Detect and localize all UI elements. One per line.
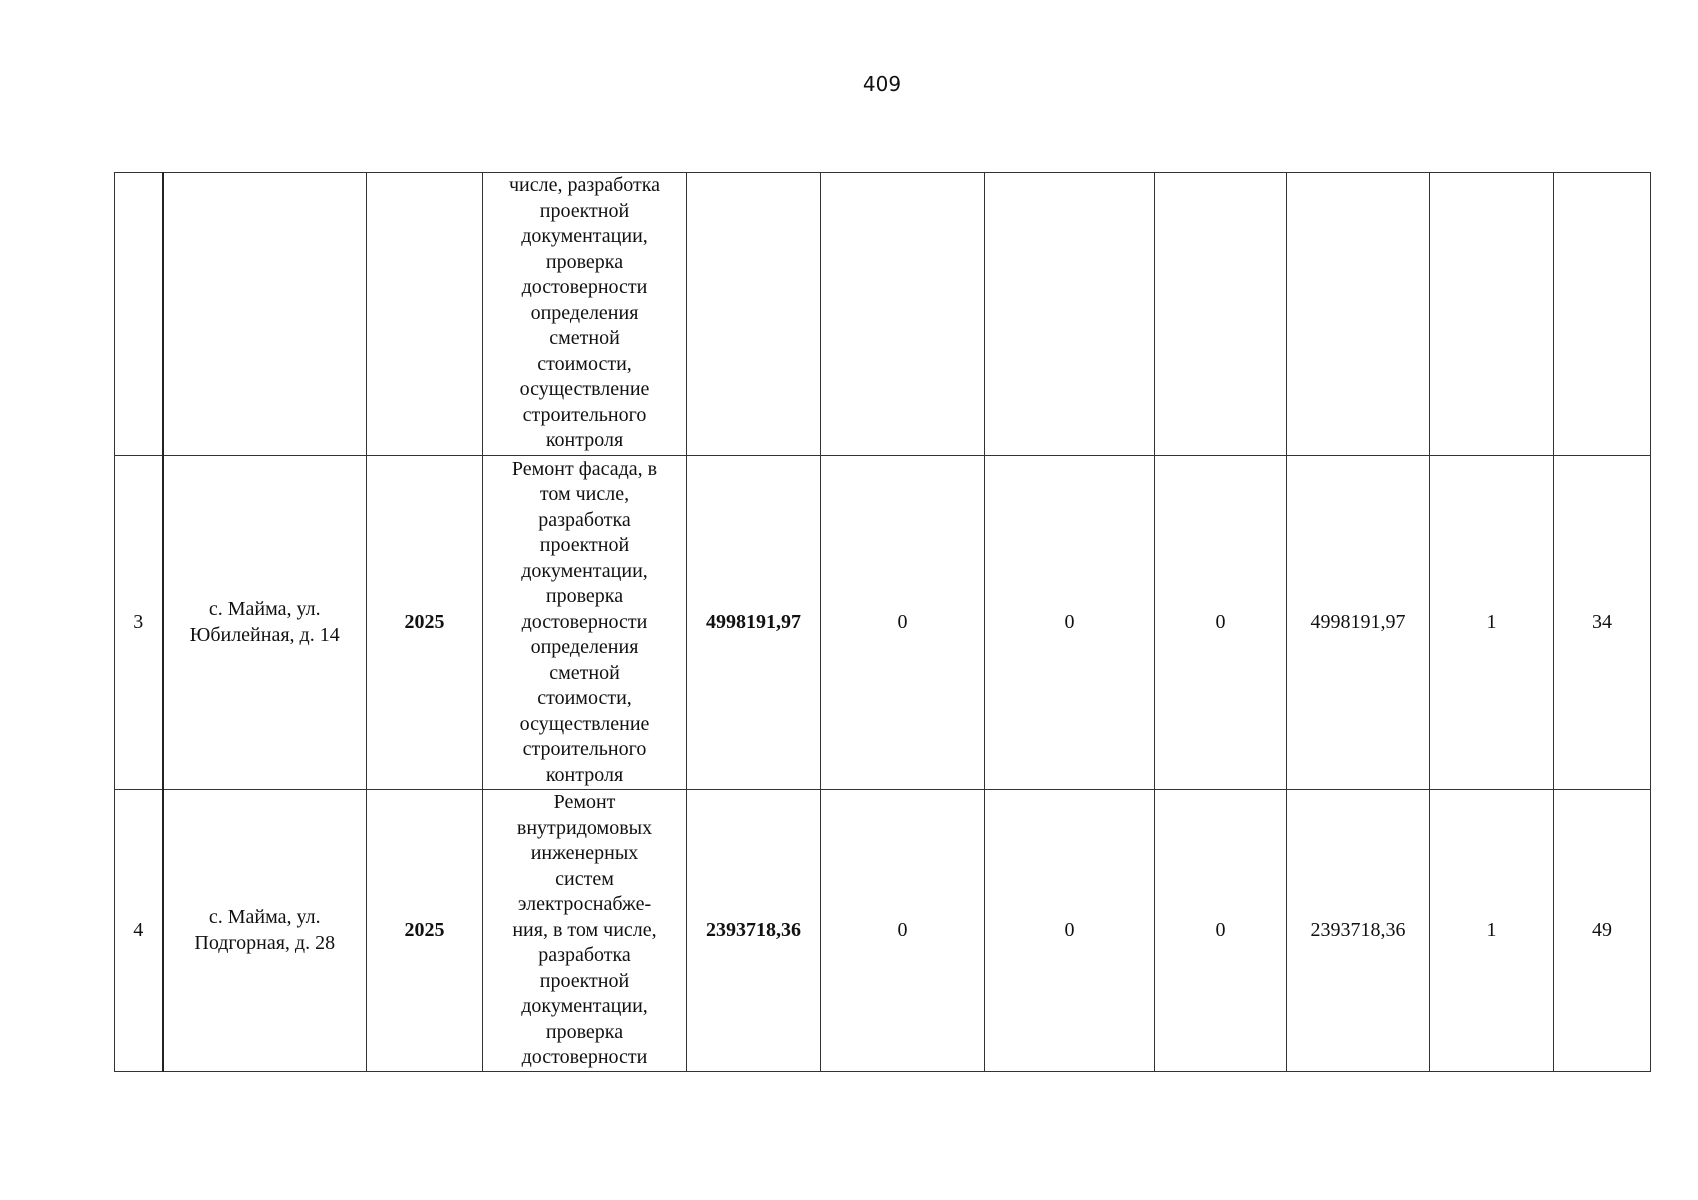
year-cell: 2025 — [367, 456, 483, 790]
value-cell — [1155, 173, 1287, 456]
value-cell: 0 — [821, 456, 985, 790]
value-cell: 2393718,36 — [1287, 790, 1430, 1072]
value-cell: 0 — [985, 456, 1155, 790]
table-row — [115, 790, 1651, 1072]
address-cell: с. Майма, ул. Юбилейная, д. 14 — [163, 456, 367, 790]
value-cell: 34 — [1554, 456, 1651, 790]
value-cell: 0 — [1155, 456, 1287, 790]
page-number: 409 — [862, 72, 902, 96]
value-cell — [1287, 173, 1430, 456]
value-cell: 0 — [985, 790, 1155, 1072]
work-description-cell: числе, разработка проектной документации, проверка достоверности определения сметной стоимости, осуществление строительного контроля — [483, 173, 687, 456]
value-cell: 1 — [1430, 456, 1554, 790]
value-cell — [985, 173, 1155, 456]
value-cell: 0 — [821, 790, 985, 1072]
total-cost-cell — [687, 173, 821, 456]
value-cell — [821, 173, 985, 456]
works-table — [114, 172, 1651, 1072]
row-number-cell: 4 — [115, 790, 163, 1072]
value-cell: 49 — [1554, 790, 1651, 1072]
year-cell: 2025 — [367, 790, 483, 1072]
value-cell: 0 — [1155, 790, 1287, 1072]
year-cell — [367, 173, 483, 456]
total-cost-cell: 2393718,36 — [687, 790, 821, 1072]
row-number-cell: 3 — [115, 456, 163, 790]
value-cell: 4998191,97 — [1287, 456, 1430, 790]
value-cell — [1554, 173, 1651, 456]
address-cell — [163, 173, 367, 456]
table-row — [115, 456, 1651, 790]
value-cell: 1 — [1430, 790, 1554, 1072]
row-number-cell — [115, 173, 163, 456]
work-description-cell: Ремонт внутридомовых инженерных систем электроснабже- ния, в том числе, разработка проектной документации, проверка достоверности — [483, 790, 687, 1072]
table-row — [115, 173, 1651, 456]
value-cell — [1430, 173, 1554, 456]
address-cell: с. Майма, ул. Подгорная, д. 28 — [163, 790, 367, 1072]
total-cost-cell: 4998191,97 — [687, 456, 821, 790]
work-description-cell: Ремонт фасада, в том числе, разработка проектной документации, проверка достоверности определения сметной стоимости, осуществление строительного контроля — [483, 456, 687, 790]
